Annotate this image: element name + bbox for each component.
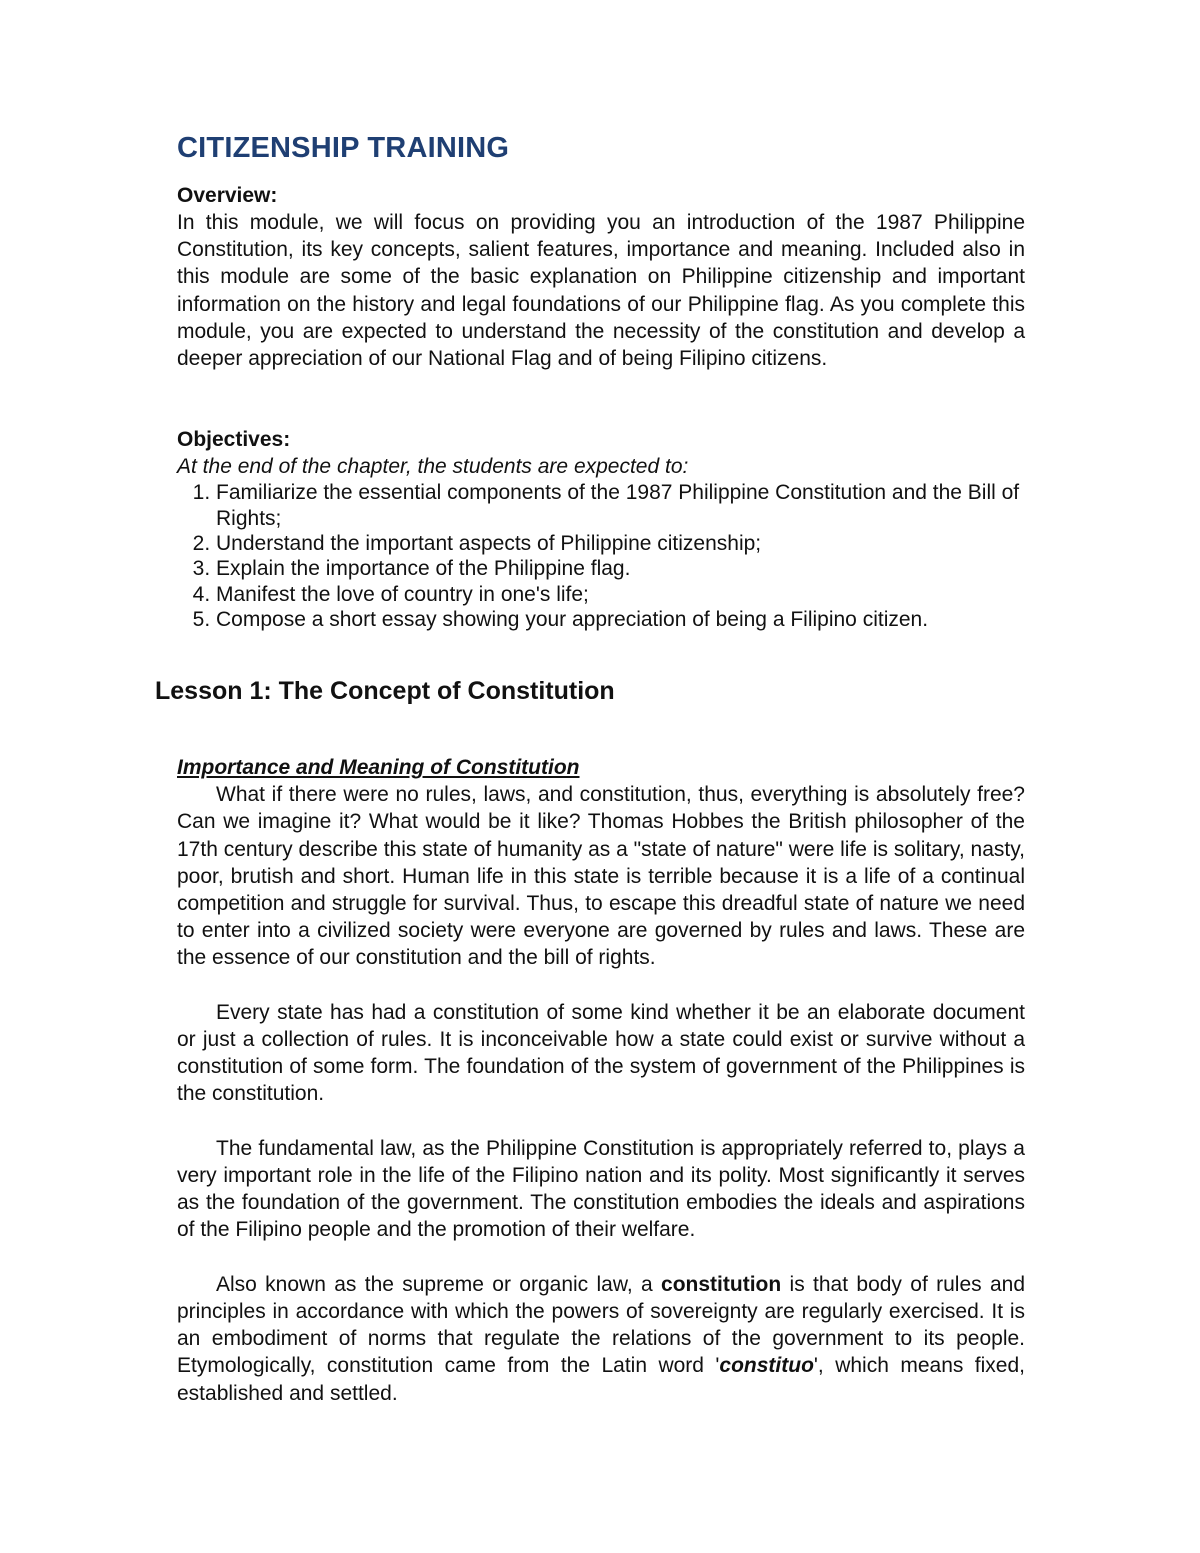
objectives-section (177, 426, 1025, 632)
term-constituo: constituo (719, 1354, 814, 1378)
lesson-paragraph: The fundamental law, as the Philippine Constitution is appropriately referred to, plays a very important role in the life of the Filipino nation and its polity. Most significantly it serves as the foundation of the government. The constitution embodies the ideals and aspirations of the Filipino people and the promotion of their welfare. (177, 1136, 1025, 1242)
objective-item: 5. Compose a short essay showing your appreciation of being a Filipino citizen. (216, 607, 1025, 632)
overview-section (177, 182, 1025, 372)
lesson-title: Lesson 1: The Concept of Constitution (155, 677, 615, 706)
definition-text: ', which means fixed, established and settled. (177, 1354, 1026, 1405)
term-constitution: constitution (661, 1272, 782, 1296)
lesson-section (177, 754, 1025, 1407)
lesson-paragraph-definition (177, 1271, 1025, 1407)
objectives-intro: At the end of the chapter, the students are expected to: (177, 455, 689, 479)
objective-item: 1. Familiarize the essential components of the 1987 Philippine Constitution and the Bill of Rights; (216, 480, 1025, 531)
definition-text: is that body of rules and principles in accordance with which the powers of sovereignty are regularly exercised. It is an embodiment of norms that regulate the relations of the government to its people. Etymologically, constitution came from the Latin word ' (177, 1272, 1025, 1378)
document-title: CITIZENSHIP TRAINING (177, 132, 510, 164)
objective-item: 2. Understand the important aspects of Philippine citizenship; (216, 531, 1025, 556)
objectives-list (177, 480, 1025, 632)
overview-text: In this module, we will focus on providing you an introduction of the 1987 Philippine Constitution, its key concepts, salient features, importance and meaning. Included also in this module are some of the basic explanation on Philippine citizenship and important information on the history and legal foundations of our Philippine flag. As you complete this module, you are expected to understand the necessity of the constitution and develop a deeper appreciation of our National Flag and of being Filipino citizens. (177, 211, 1025, 371)
overview-heading: Overview: (177, 184, 278, 207)
objective-item: 3. Explain the importance of the Philippine flag. (216, 556, 1025, 581)
lesson-paragraph: What if there were no rules, laws, and constitution, thus, everything is absolutely free? Can we imagine it? What would be it like? Thomas Hobbes the British philosopher of the 17th century describe this state of humanity as a "state of nature" were life is solitary, nasty, poor, brutish and short. Human life in this state is terrible because it is a life of a continual competition and struggle for survival. Thus, to escape this dreadful state of nature we need to enter into a civilized society were everyone are governed by rules and laws. These are the essence of our constitution and the bill of rights. (177, 783, 1025, 970)
objectives-heading: Objectives: (177, 428, 291, 452)
definition-text: Also known as the supreme or organic law, a (216, 1272, 662, 1296)
lesson-paragraph: Every state has had a constitution of some kind whether it be an elaborate document or just a collection of rules. It is inconceivable how a state could exist or survive without a constitution of some form. The foundation of the system of government of the Philippines is the constitution. (177, 1000, 1025, 1106)
document-content (155, 128, 1026, 1407)
objective-item: 4. Manifest the love of country in one's life; (216, 582, 1025, 607)
lesson-subheading: Importance and Meaning of Constitution (177, 756, 580, 780)
